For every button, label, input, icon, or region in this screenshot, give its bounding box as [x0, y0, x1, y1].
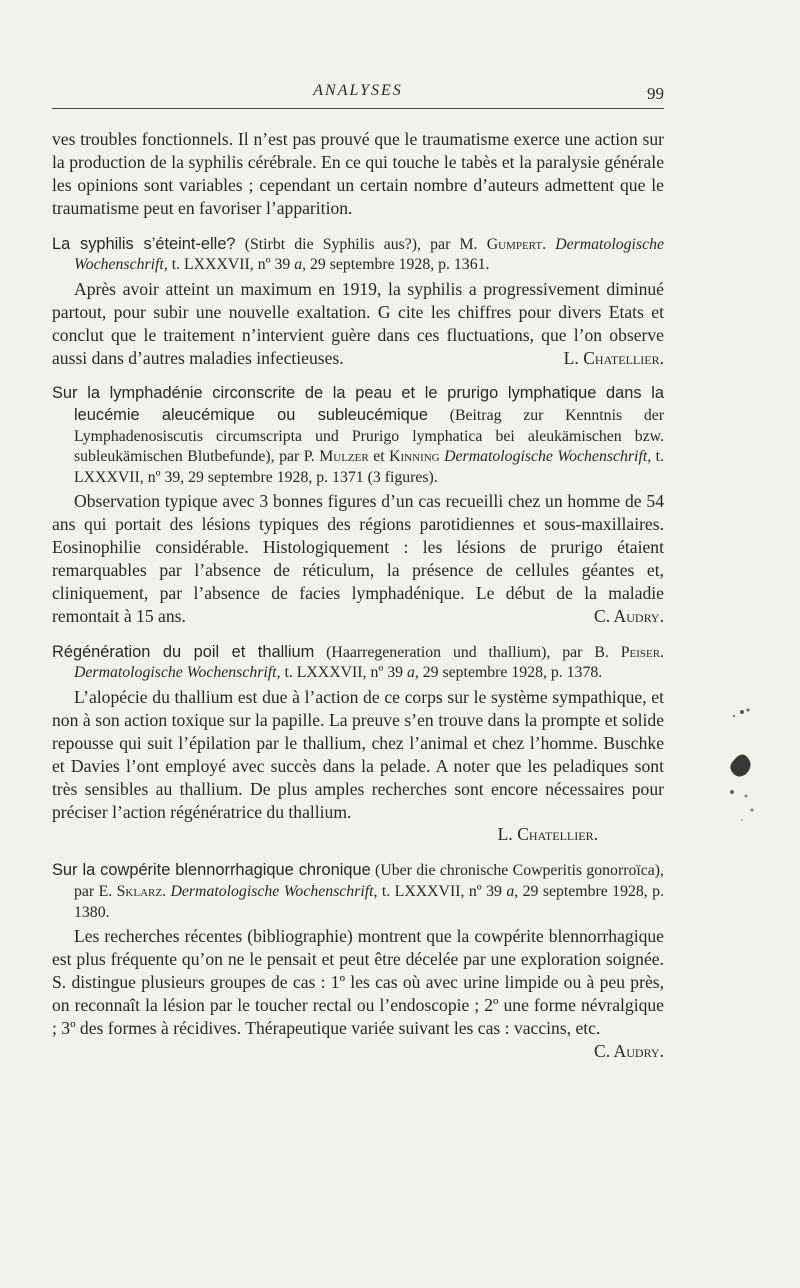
- article-title: La syphilis s’éteint-elle?: [52, 234, 236, 253]
- author-name: Sklarz: [116, 882, 163, 900]
- article-reference: [52, 234, 664, 276]
- reference-text: , 29 septembre 1928, p. 1378.: [414, 664, 603, 682]
- reference-text: , t. LXXXVII, nº 39: [373, 882, 507, 900]
- reference-text: et: [368, 448, 390, 466]
- article-summary: [52, 278, 664, 370]
- journal-name: Dermatologische Wochenschrift: [444, 448, 648, 466]
- signature: C. Audry.: [593, 1040, 664, 1061]
- reference-text: .: [542, 235, 556, 253]
- article-title: Sur la cowpérite blennorrhagique chronique: [52, 861, 371, 880]
- journal-name: Dermatologische Wochenschrift: [74, 664, 277, 682]
- issue-letter: a: [294, 256, 303, 274]
- article-summary: [52, 490, 664, 627]
- summary-text: Après avoir atteint un maximum en 1919, la syphilis a progressivement diminué partout, pour subir une nouvelle exaltation. G cite les chiffres pour divers Etats et conclut que le traitement n’intervient guère dans ces fluctuations, que l’on observe aussi dans d’autres maladies infectieuses.: [52, 278, 664, 368]
- reference-text: , 29 septembre 1928, p. 1361.: [302, 256, 490, 274]
- issue-letter: a: [506, 882, 515, 900]
- reference-text: , t. LXXXVII, nº 39, 29 septembre 1928, p. 1371 (3 figures).: [74, 448, 664, 486]
- reference-text: (Haarregeneration und thallium), par B.: [314, 643, 621, 661]
- article-reference: [52, 642, 664, 684]
- article-title: Sur la lymphadénie circonscrite de la peau et le prurigo lymphatique dans la leucémie aleucémique ou subleucémique: [52, 384, 664, 425]
- reference-text: (Uber die chronische Cowperitis gonorroïca), par E.: [74, 862, 664, 900]
- issue-letter: a: [406, 664, 415, 682]
- ink-stain-decoration: [672, 700, 762, 830]
- reference-text: .: [162, 882, 171, 900]
- summary-text: Les recherches récentes (bibliographie) montrent que la cowpérite blennorrhagique est plus fréquente qu’on ne le pensait et peut être décelée par une exploration soignée. S. distingue plusieurs groupes de cas : 1º les cas où avec urine limpide ou à peu près, on reconnaît la lésion par le toucher rectal ou l’endoscopie ; 2º une forme névralgique ; 3º des formes à récidives. Thérapeutique variée suivant les cas : vaccins, etc.: [52, 926, 664, 1038]
- article-summary: [52, 925, 664, 1061]
- signature: L. Chatellier.: [497, 824, 598, 845]
- article-reference: [52, 383, 664, 488]
- reference-text: (Stirbt die Syphilis aus?), par M.: [235, 235, 487, 253]
- article-reference: [52, 860, 664, 923]
- running-header: [52, 78, 664, 109]
- article-title: Régénération du poil et thallium: [52, 642, 315, 661]
- intro-paragraph: ves troubles fonctionnels. Il n’est pas prouvé que le traumatisme exerce une action sur la production de la syphilis cérébrale. En ce qui touche le tabès et la paralysie générale les opinions sont variables ; cependant un certain nombre d’auteurs admettent que le traumatisme peut en favoriser l’apparition.: [52, 129, 664, 218]
- author-name: Peiser: [620, 643, 661, 661]
- reference-text: (Beitrag zur Kenntnis der Lymphadenosiscutis circumscripta und Prurigo lymphatica bei aleukämischen bzw. subleukämischen Blutbefunde), par P.: [74, 407, 665, 466]
- author-name: Gumpert: [486, 235, 543, 253]
- reference-text: , t. LXXXVII, nº 39: [163, 256, 295, 274]
- summary-text: Observation typique avec 3 bonnes figures d’un cas recueilli chez un homme de 54 ans qui portait des lésions typiques des régions parotidiennes et sous-maxillaires. Eosinophilie considérable. Histologiquement : les lésions de prurigo étaient remarquables par l’absence de réticulum, la présence de cellules géantes et, cliniquement, par l’absence de facies lymphadénique. Le début de la maladie remontait à 15 ans.: [52, 491, 664, 626]
- reference-text: .: [660, 643, 664, 661]
- journal-name: Dermatologische Wochenschrift: [74, 235, 664, 274]
- page-content: [52, 128, 664, 1063]
- author-name: Kinning: [389, 448, 440, 466]
- journal-name: Dermatologische Wochenschrift: [170, 882, 374, 900]
- article-summary: L’alopécie du thallium est due à l’action de ce corps sur le système sympathique, et non à son action toxique sur la papille. La preuve s’en trouve dans la prompte et solide repousse qui suit l’épilation par le thallium, chez l’animal et chez l’homme. Buschke et Davies l’ont employé avec succès dans la pelade. A noter que les peladiques sont très sensibles au thallium. De plus amples recherches sont encore nécessaires pour préciser l’action régénératrice du thallium.: [52, 687, 664, 822]
- running-title: ANALYSES: [313, 82, 403, 99]
- author-name: Mulzer: [319, 448, 369, 466]
- reference-text: , 29 septembre 1928, p. 1380.: [74, 882, 665, 921]
- signature: L. Chatellier.: [563, 347, 664, 368]
- reference-text: , t. LXXXVII, nº 39: [276, 664, 407, 682]
- page-number: 99: [647, 84, 664, 103]
- signature: C. Audry.: [593, 605, 664, 626]
